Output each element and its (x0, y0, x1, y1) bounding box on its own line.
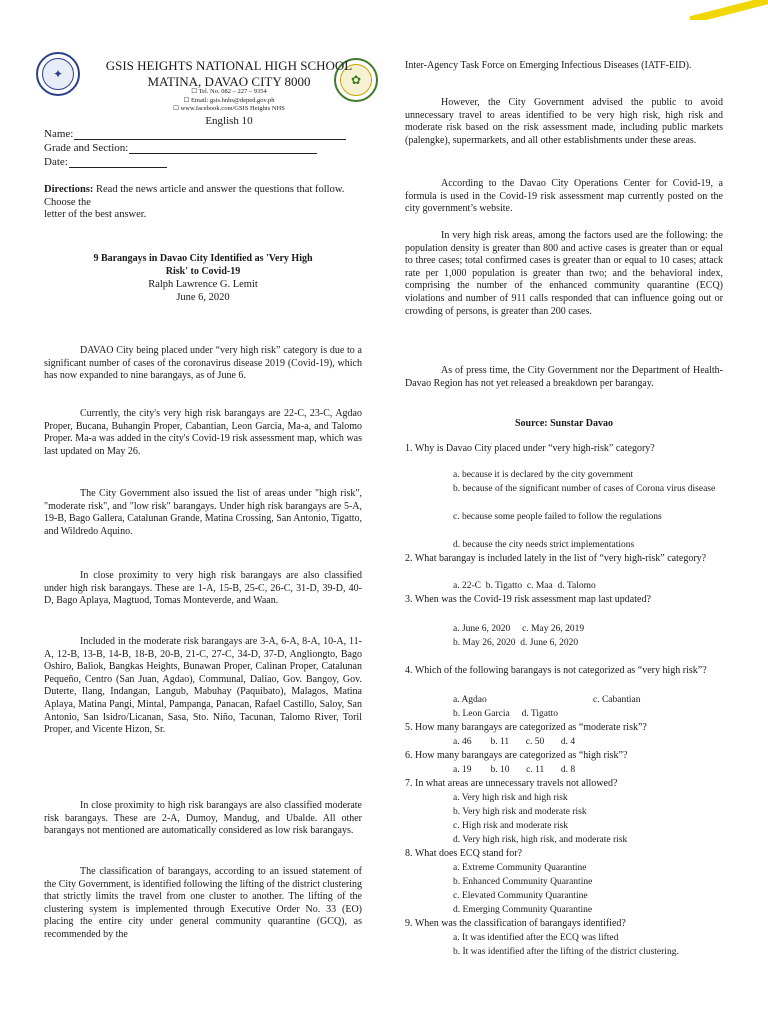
article-title-line2: Risk' to Covid-19 (165, 266, 241, 277)
article-paragraph-4: In close proximity to very high risk barangays are also classified under high risk barangays. These are 1-A, 15-B, 25-C, 26-C, 31-D, 39-D, 40-D, Bago Aplaya, Magtuod, Tomas Monteverde, and Waan. (44, 570, 362, 607)
q2-options[interactable]: a. 22-C b. Tigatto c. Maa d. Talomo (453, 581, 596, 591)
question-3: 3. When was the Covid-19 risk assessment map last updated? (405, 594, 651, 605)
q8-option-b[interactable]: b. Enhanced Community Quarantine (453, 877, 593, 887)
q3-options-row2[interactable]: b. May 26, 2020 d. June 6, 2020 (453, 638, 579, 648)
q5-options[interactable]: a. 46 b. 11 c. 50 d. 4 (453, 737, 576, 747)
question-7: 7. In what areas are unnecessary travels not allowed? (405, 778, 618, 789)
article-paragraph-8: However, the City Government advised the public to avoid unnecessary travel to areas identified to be very high risk, high risk and moderate risk based on the risk assessment made, including public markets (palengke), supermarkets, and all other establishments under these areas. (405, 97, 723, 146)
contact-email: Email: gsis.hnhs@deped.gov.ph (190, 96, 275, 104)
article-source: Source: Sunstar Davao (515, 418, 613, 429)
name-field[interactable] (44, 126, 346, 140)
q4-options-row2[interactable]: b. Leon Garcia d. Tigatto (453, 709, 559, 719)
article-header (44, 252, 362, 304)
article-date: June 6, 2020 (176, 292, 230, 303)
q8-option-c[interactable]: c. Elevated Community Quarantine (453, 891, 588, 901)
q8-option-a[interactable]: a. Extreme Community Quarantine (453, 863, 587, 873)
q9-option-a[interactable]: a. It was identified after the ECQ was lifted (453, 933, 619, 943)
directions (44, 184, 362, 222)
q7-option-d[interactable]: d. Very high risk, high risk, and moderate risk (453, 835, 628, 845)
subject-title: English 10 (205, 115, 253, 127)
web-icon: ☐ (173, 105, 181, 112)
school-name: GSIS HEIGHTS NATIONAL HIGH SCHOOL (105, 58, 353, 73)
article-author: Ralph Lawrence G. Lemit (148, 279, 258, 290)
article-paragraph-10: In very high risk areas, among the factors used are the following: the population density is greater than 800 and active cases is greater than or equal to three cases; total confirmed cases is greater than or equal to 10 cases; attack rate per 1,000 population is greater than two; and the behavioral index, comprising the number of the enhanced community quarantine (ECQ) violations and number of 911 calls responded that can influence going out or crowding of persons, is greater than 200 cases. (405, 230, 723, 317)
name-blank[interactable] (74, 128, 346, 140)
article-paragraph-3: The City Government also issued the list of areas under "high risk", "moderate risk", and "low risk" barangays. Under high risk barangays are 5-A, 19-B, Bago Gallera, Catalunan Grande, Matina Crossing, San Antonio, Tigatto, and Wildredo Aquino. (44, 488, 362, 537)
grade-section-blank[interactable] (129, 142, 317, 154)
school-seal-icon: ✿ (334, 58, 378, 102)
q1-option-b[interactable]: b. because of the significant number of cases of Corona virus disease (453, 484, 716, 494)
directions-text: Read the news article and answer the questions that follow. Choose the (44, 184, 345, 208)
article-paragraph-6: In close proximity to high risk barangays are also classified moderate risk barangays. These are 2-A, Dumoy, Mandug, and Ubalde. All other barangays not mentioned are automatically considered as low risk barangays. (44, 800, 362, 837)
name-label: Name: (44, 128, 74, 140)
phone-icon: ☐ (191, 88, 199, 95)
date-label: Date: (44, 156, 68, 168)
contact-web: www.facebook.com/GSIS Heights NHS (180, 105, 285, 112)
question-8: 8. What does ECQ stand for? (405, 848, 523, 859)
q7-option-c[interactable]: c. High risk and moderate risk (453, 821, 569, 831)
q4-option-c[interactable]: c. Cabantian (593, 695, 641, 705)
q6-options[interactable]: a. 19 b. 10 c. 11 d. 8 (453, 765, 576, 775)
question-6: 6. How many barangays are categorized as “high risk”? (405, 750, 628, 761)
q9-option-b[interactable]: b. It was identified after the lifting of the district clustering. (453, 947, 679, 957)
q7-option-a[interactable]: a. Very high risk and high risk (453, 793, 568, 803)
q3-options-row1[interactable]: a. June 6, 2020 c. May 26, 2019 (453, 624, 585, 634)
q1-option-d[interactable]: d. because the city needs strict implementations (453, 540, 635, 550)
deped-seal-icon: ✦ (36, 52, 80, 96)
article-paragraph-1: DAVAO City being placed under “very high risk” category is due to a significant number of cases of the coronavirus disease 2019 (Covid-19), which has now expanded to nine barangays, as of June 6. (44, 345, 362, 382)
directions-label: Directions: (44, 184, 94, 195)
directions-text-2: letter of the best answer. (44, 209, 147, 221)
article-paragraph-9: According to the Davao City Operations Center for Covid-19, a formula is used in the Covid-19 risk assessment map currently posted on the city government’s website. (405, 178, 723, 215)
article-paragraph-11: As of press time, the City Government nor the Department of Health-Davao Region has not yet released a breakdown per barangay. (405, 365, 723, 389)
article-paragraph-7-cont: Inter-Agency Task Force on Emerging Infectious Diseases (IATF-EID). (405, 60, 692, 71)
question-4: 4. Which of the following barangays is not categorized as “very high risk”? (405, 665, 707, 676)
question-1: 1. Why is Davao City placed under “very high-risk” category? (405, 443, 655, 454)
date-blank[interactable] (69, 156, 167, 168)
question-9: 9. When was the classification of barangays identified? (405, 918, 626, 929)
article-paragraph-5: Included in the moderate risk barangays are 3-A, 6-A, 8-A, 10-A, 11-A, 12-B, 13-B, 14-B, 18-B, 20-B, 21-C, 27-C, 34-D, 37-D, Angliongto, Bago Oshiro, Baliok, Bangkas Heights, Bunawan Proper, Calinan Proper, Catalunan Pequeño, Centro (San Juan, Agdao), Communal, Daliao, Gov. Bangoy, Gov. Duterte, Ilang, Indangan, Langub, Mabuhay (Paquibato), Malagos, Matina Aplaya, Matina Pangi, Mintal, Pampanga, Panacan, Rafael Castillo, Saloy, San Antonio, San Isidro/Licanan, Sasa, Sto. Niño, Tacunan, Talomo River, Toril Proper, and Vicente Hizon, Sr. (44, 636, 362, 736)
q1-option-a[interactable]: a. because it is declared by the city government (453, 470, 634, 480)
q8-option-d[interactable]: d. Emerging Community Quarantine (453, 905, 593, 915)
q1-option-c[interactable]: c. because some people failed to follow the regulations (453, 512, 662, 522)
q4-option-a[interactable]: a. Agdao (453, 695, 487, 705)
corner-decoration (690, 0, 768, 20)
email-icon: ☐ (183, 96, 191, 104)
contact-tel: Tel. No. 082 – 227 – 9354 (198, 88, 267, 95)
school-contact (84, 88, 374, 114)
q7-option-b[interactable]: b. Very high risk and moderate risk (453, 807, 587, 817)
grade-section-field[interactable] (44, 140, 317, 154)
school-address: MATINA, DAVAO CITY 8000 (147, 74, 311, 89)
article-paragraph-2: Currently, the city's very high risk barangays are 22-C, 23-C, Agdao Proper, Bucana, Buhangin Proper, Cabantian, Leon Garcia, Ma-a, and Talomo Proper. Ma-a was added in the city's Covid-19 risk assessment map, which was last updated on May 26. (44, 408, 362, 457)
question-2: 2. What barangay is included lately in the list of “very high-risk” category? (405, 553, 707, 564)
article-paragraph-7: The classification of barangays, according to an issued statement of the City Government, is identified following the lifting of the district clustering that strictly limits the travel from one cluster to another. The lifting of the clustering system is implemented through Executive Order No. 33 (EO) placing the entire city under general community quarantine (GCQ), as recommended by the (44, 866, 362, 940)
article-title-line1: 9 Barangays in Davao City Identified as 'Very High (93, 253, 313, 264)
grade-section-label: Grade and Section: (44, 142, 129, 154)
date-field[interactable] (44, 154, 167, 168)
question-5: 5. How many barangays are categorized as “moderate risk”? (405, 722, 647, 733)
